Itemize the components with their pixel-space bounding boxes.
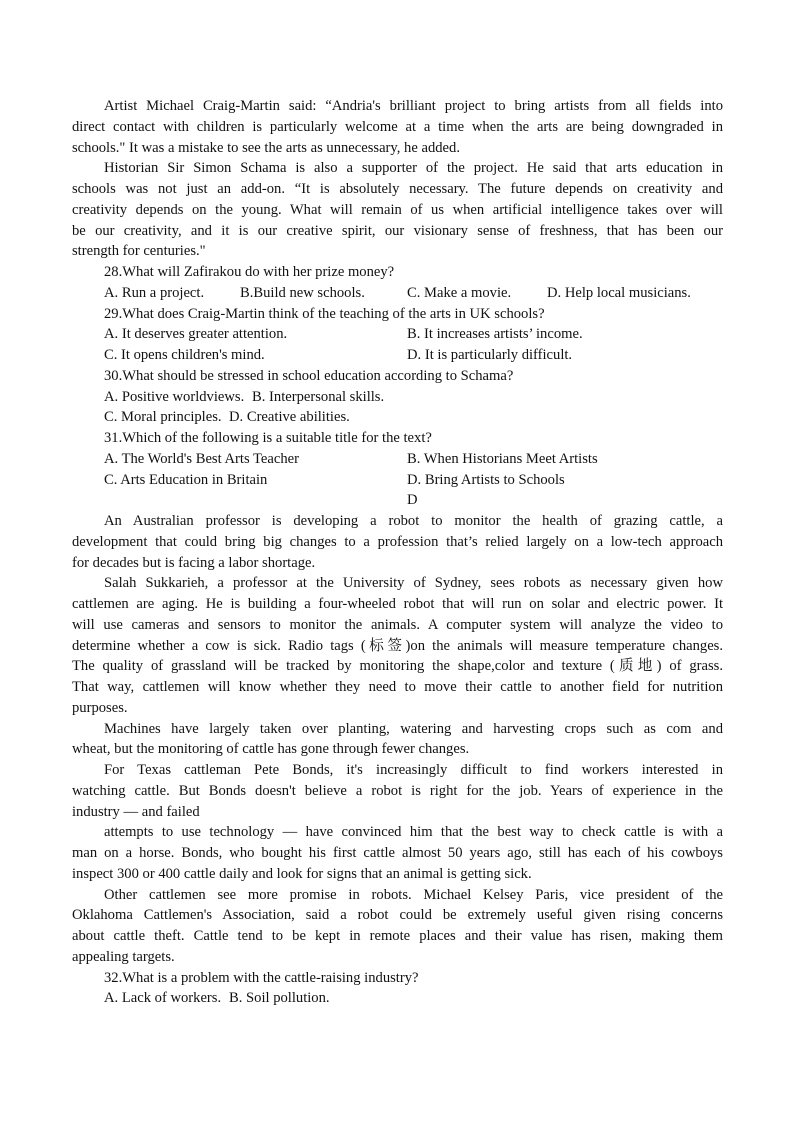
options-row <box>72 407 723 428</box>
text-line: about cattle theft. Cattle tend to be kept in remote places and their value has risen, making them <box>72 928 723 944</box>
question-32 <box>72 968 723 1010</box>
paragraph-d6 <box>72 885 723 968</box>
option-d: D. Creative abilities. <box>229 409 350 426</box>
question-stem: 28.What will Zafirakou do with her prize money? <box>104 264 395 280</box>
question-stem: 31.Which of the following is a suitable title for the text? <box>104 430 432 446</box>
text-line: determine whether a cow is sick. Radio tags (标签)on the animals will measure temperature changes. <box>72 637 723 654</box>
paragraph-d4 <box>72 760 723 822</box>
options-row <box>72 470 723 491</box>
question-31 <box>72 428 723 490</box>
text-line: industry — and failed <box>72 803 200 820</box>
option-a: A. Lack of workers. <box>104 990 222 1007</box>
options-row <box>72 283 723 304</box>
question-stem: 30.What should be stressed in school education according to Schama? <box>104 367 514 384</box>
text-line: An Australian professor is developing a robot to monitor the health of grazing cattle, a <box>104 513 723 529</box>
option-a: A. The World's Best Arts Teacher <box>104 450 299 467</box>
paragraph-d5 <box>72 822 723 884</box>
paragraph-schama <box>72 158 723 262</box>
paragraph-d2 <box>72 573 723 718</box>
options-row <box>72 449 723 470</box>
option-b: B. Soil pollution. <box>229 990 330 1007</box>
options-row <box>72 345 723 366</box>
option-c: C. Make a movie. <box>407 284 512 301</box>
text-line: inspect 300 or 400 cattle daily and look for signs that an animal is getting sick. <box>72 865 532 882</box>
text-line: development that could bring big changes to a profession that’s relied largely on a low-tech approach <box>72 533 723 550</box>
question-28 <box>72 262 723 304</box>
text-line: attempts to use technology — have convinced him that the best way to check cattle is with a <box>104 824 723 841</box>
option-b: B. It increases artists’ income. <box>407 326 583 343</box>
option-a: A. Positive worldviews. <box>104 388 245 405</box>
question-29 <box>72 304 723 366</box>
paragraph-craig-martin <box>72 96 723 158</box>
text-line: direct contact with children is particularly welcome at a time when the arts are being downgraded in <box>72 118 723 135</box>
text-line: be our creativity, and it is our creative spirit, our visionary sense of freshness, that has been our <box>72 222 723 239</box>
text-line: appealing targets. <box>72 948 175 965</box>
text-line: for decades but is facing a labor shortage. <box>72 554 316 571</box>
question-stem: 32.What is a problem with the cattle-raising industry? <box>104 969 419 986</box>
option-d: D. Bring Artists to Schools <box>407 471 565 488</box>
text-line: Other cattlemen see more promise in robots. Michael Kelsey Paris, vice president of the <box>104 886 723 903</box>
text-line: strength for centuries." <box>72 243 206 260</box>
paragraph-d1 <box>72 511 723 573</box>
section-label: D <box>407 492 418 509</box>
option-c: C. Arts Education in Britain <box>104 471 268 488</box>
option-c: C. It opens children's mind. <box>104 347 265 363</box>
option-a: A. It deserves greater attention. <box>104 326 288 343</box>
text-line: watching cattle. But Bonds doesn't believe a robot is right for the job. Years of experience in the <box>72 782 723 799</box>
option-c: C. Moral principles. <box>104 409 222 426</box>
options-row <box>72 324 723 345</box>
text-line: Artist Michael Craig-Martin said: “Andria's brilliant project to bring artists from all fields into <box>104 98 723 114</box>
question-stem: 29.What does Craig-Martin think of the teaching of the arts in UK schools? <box>104 305 545 322</box>
text-line: For Texas cattleman Pete Bonds, it's increasingly difficult to find workers interested in <box>104 762 723 778</box>
text-line: Oklahoma Cattlemen's Association, said a robot could be extremely useful given rising concerns <box>72 907 723 924</box>
options-row <box>72 988 723 1009</box>
option-d: D. Help local musicians. <box>547 284 691 301</box>
text-line: man on a horse. Bonds, who bought his first cattle almost 50 years ago, still has each of his cowboys <box>72 845 723 861</box>
option-b: B. When Historians Meet Artists <box>407 450 598 467</box>
text-line: schools." It was a mistake to see the arts as unnecessary, he added. <box>72 139 460 156</box>
option-b: B. Interpersonal skills. <box>252 388 385 405</box>
text-line: Salah Sukkarieh, a professor at the University of Sydney, sees robots as necessary given how <box>104 575 723 592</box>
text-line: purposes. <box>72 699 128 716</box>
text-line: That way, cattlemen will know whether they need to move their cattle to another field for nutrition <box>72 679 723 695</box>
paragraph-d3 <box>72 719 723 761</box>
text-line: will use cameras and sensors to monitor the animals. A computer system will analyze the video to <box>72 616 723 633</box>
options-row <box>72 387 723 408</box>
text-line: wheat, but the monitoring of cattle has gone through fewer changes. <box>72 741 470 758</box>
text-line: Machines have largely taken over planting, watering and harvesting crops such as com and <box>104 720 723 737</box>
text-line: creativity depends on the young. What will remain of us when artificial intelligence takes over will <box>72 201 723 218</box>
text-line: schools was not just an add-on. “It is absolutely necessary. The future depends on creativity and <box>72 181 723 197</box>
option-a: A. Run a project. <box>104 284 205 301</box>
text-line: cattlemen are aging. He is building a four-wheeled robot that will run on solar and electric power. It <box>72 596 723 612</box>
text-line: The quality of grassland will be tracked by monitoring the shape,color and texture (质地) of grass. <box>72 658 723 675</box>
option-d: D. It is particularly difficult. <box>407 347 573 363</box>
question-30 <box>72 366 723 428</box>
document-page <box>72 96 723 1009</box>
text-line: Historian Sir Simon Schama is also a supporter of the project. He said that arts education in <box>104 160 723 177</box>
option-b: B.Build new schools. <box>240 284 365 301</box>
